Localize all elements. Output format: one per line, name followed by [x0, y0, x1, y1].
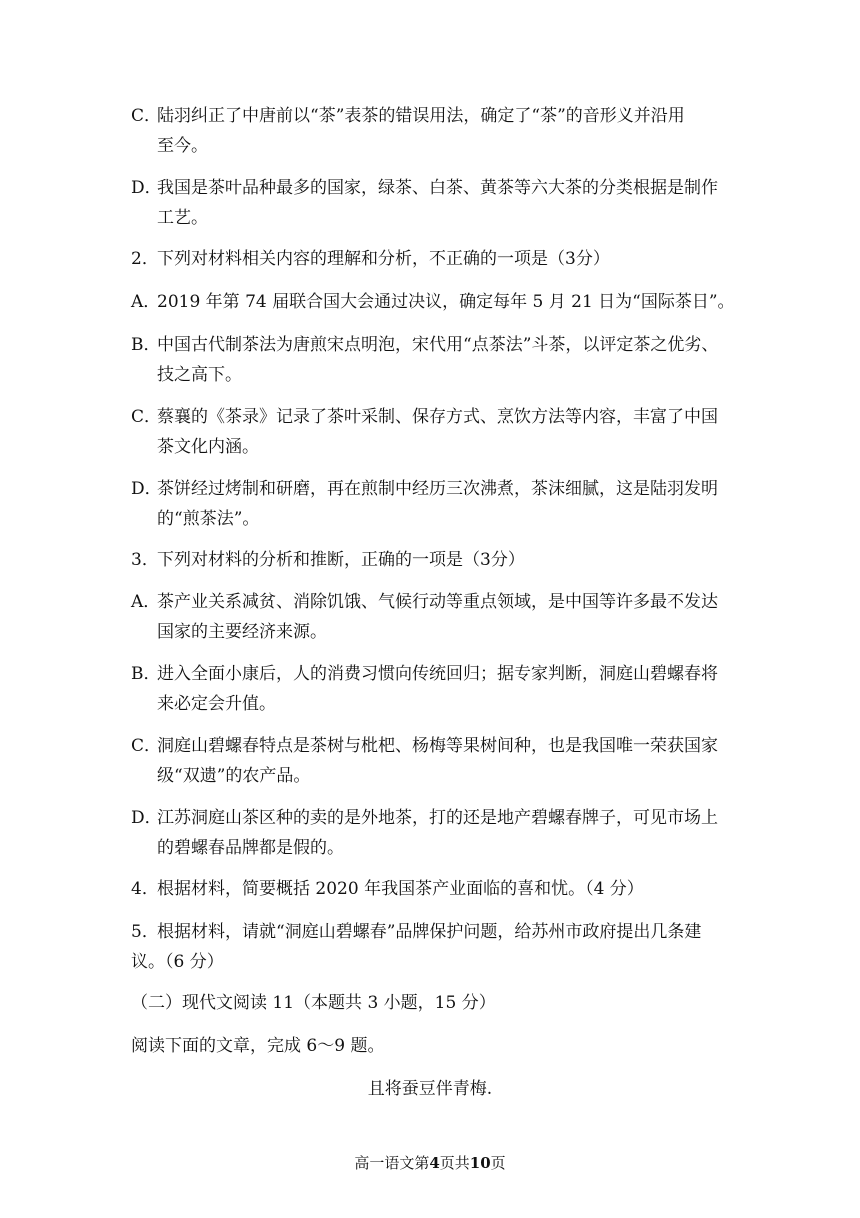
q3-option-d-line1: D．江苏洞庭山茶区种的卖的是外地茶，打的还是地产碧螺春牌子，可见市场上: [131, 808, 718, 828]
q3-option-a-line1: A．茶产业关系减贫、消除饥饿、气候行动等重点领域，是中国等许多最不发达: [131, 592, 718, 612]
q2-option-d-line1: D．茶饼经过烤制和研磨，再在煎制中经历三次沸煮，茶沫细腻，这是陆羽发明: [131, 479, 718, 499]
question-5-line1: 5．根据材料，请就“洞庭山碧螺春”品牌保护问题，给苏州市政府提出几条建: [131, 922, 702, 942]
section-heading: （二）现代文阅读 11（本题共 3 小题，15 分）: [131, 993, 496, 1013]
q3-option-c-line2: 级“双遗”的农产品。: [157, 766, 311, 786]
footer-page-number: 4: [429, 1154, 440, 1172]
q2-option-b-line1: B．中国古代制茶法为唐煎宋点明泡，宋代用“点茶法”斗茶，以评定茶之优劣、: [131, 335, 719, 355]
footer-total-pages: 10: [469, 1154, 491, 1172]
q3-option-d-line2: 的碧螺春品牌都是假的。: [157, 838, 344, 858]
option-d-line1: D．我国是茶叶品种最多的国家，绿茶、白茶、黄茶等六大茶的分类根据是制作: [131, 178, 718, 198]
q2-option-c-line2: 茶文化内涵。: [157, 437, 259, 457]
article-title: 且将蚕豆伴青梅.: [367, 1079, 493, 1099]
option-d-line2: 工艺。: [157, 208, 208, 228]
option-c-line2: 至今。: [157, 136, 208, 156]
q3-option-c-line1: C．洞庭山碧螺春特点是茶树与枇杷、杨梅等果树间种，也是我国唯一荣获国家: [131, 736, 718, 756]
q3-option-b-line1: B．进入全面小康后，人的消费习惯向传统回归；据专家判断，洞庭山碧螺春将: [131, 664, 718, 684]
q2-option-b-line2: 技之高下。: [157, 365, 242, 385]
q2-option-a: A．2019 年第 74 届联合国大会通过决议，确定每年 5 月 21 日为“国际茶日”。: [131, 292, 735, 312]
question-2: 2．下列对材料相关内容的理解和分析，不正确的一项是（3分）: [131, 249, 610, 269]
question-5-line2: 议。（6 分）: [131, 952, 224, 972]
q3-option-b-line2: 来必定会升值。: [157, 694, 276, 714]
question-3: 3．下列对材料的分析和推断，正确的一项是（3分）: [131, 550, 525, 570]
page-footer: 高一语文第4页共10页: [354, 1154, 506, 1172]
q2-option-d-line2: 的“煎茶法”。: [157, 509, 260, 529]
option-c-line1: C．陆羽纠正了中唐前以“茶”表茶的错误用法，确定了“茶”的音形义并沿用: [131, 106, 685, 126]
reading-instruction: 阅读下面的文章，完成 6～9 题。: [131, 1036, 385, 1056]
q3-option-a-line2: 国家的主要经济来源。: [157, 622, 327, 642]
q2-option-c-line1: C．蔡襄的《茶录》记录了茶叶采制、保存方式、烹饮方法等内容，丰富了中国: [131, 407, 718, 427]
question-4: 4．根据材料，简要概括 2020 年我国茶产业面临的喜和忧。（4 分）: [131, 879, 644, 899]
